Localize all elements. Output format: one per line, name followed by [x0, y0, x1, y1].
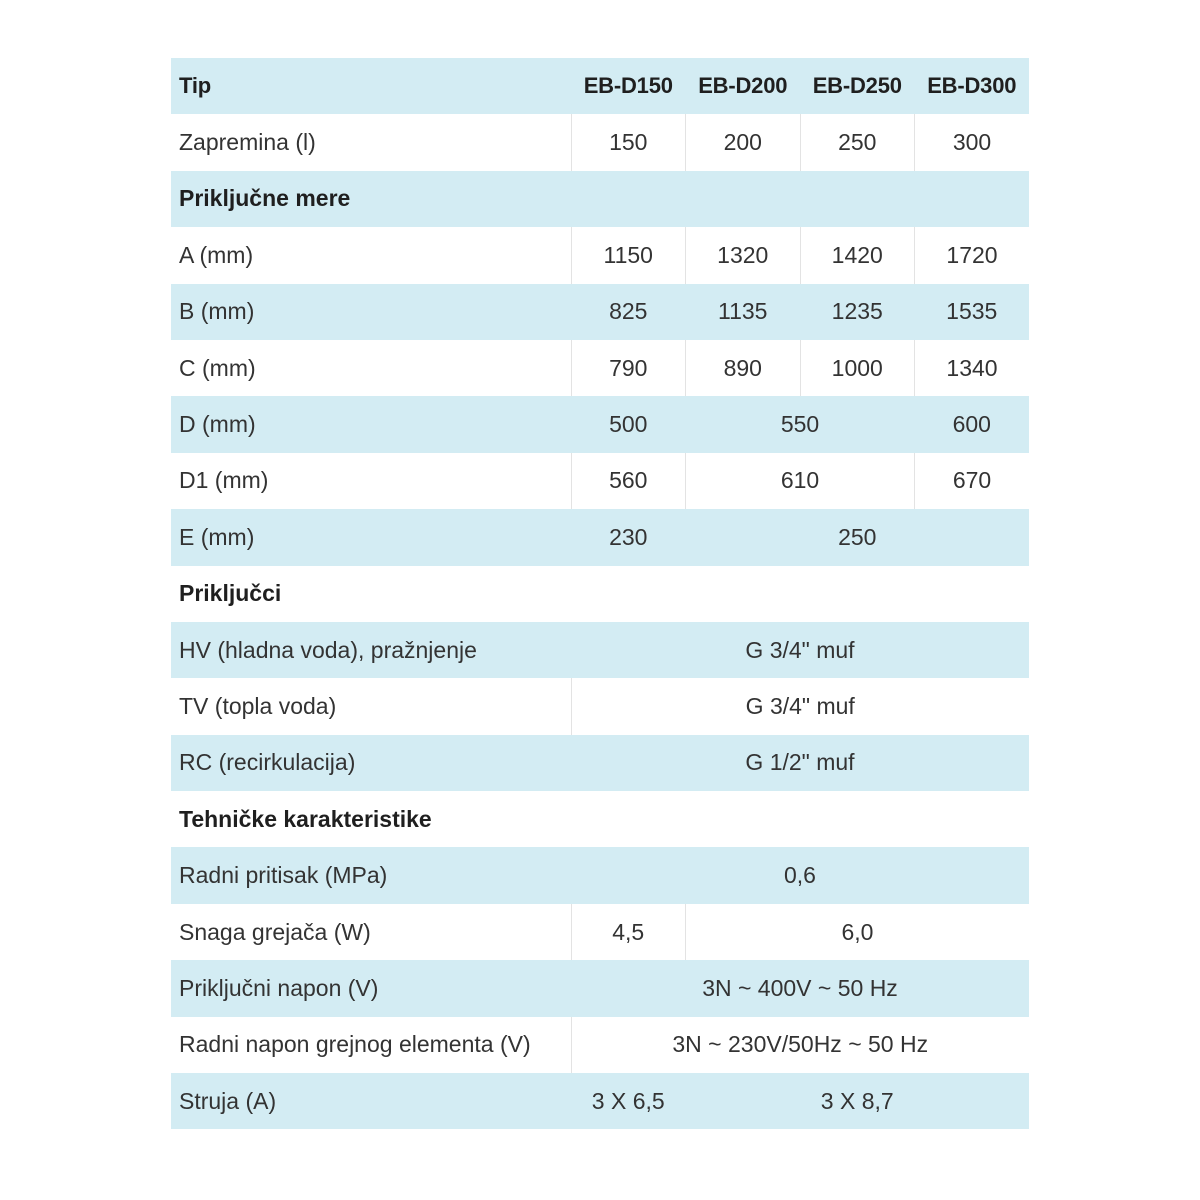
cell-value: 300: [915, 114, 1030, 170]
cell-value: 550: [686, 396, 915, 452]
row-label: TV (topla voda): [171, 678, 571, 734]
row-label: HV (hladna voda), pražnjenje: [171, 622, 571, 678]
row-label: A (mm): [171, 227, 571, 283]
table-row: [171, 396, 1029, 452]
spec-table-container: [171, 58, 1029, 1129]
cell-value: 6,0: [686, 904, 1030, 960]
table-row: [171, 114, 1029, 170]
header-model: EB-D150: [571, 58, 686, 114]
row-label: D1 (mm): [171, 453, 571, 509]
cell-value: 230: [571, 509, 686, 565]
row-label: E (mm): [171, 509, 571, 565]
table-row: [171, 904, 1029, 960]
section-title: Priključci: [171, 566, 1029, 622]
cell-value: G 3/4" muf: [571, 678, 1029, 734]
header-row: [171, 58, 1029, 114]
cell-value: 3 X 8,7: [686, 1073, 1030, 1129]
cell-value: 1135: [686, 284, 801, 340]
header-model: EB-D250: [800, 58, 915, 114]
cell-value: 1000: [800, 340, 915, 396]
cell-value: 0,6: [571, 847, 1029, 903]
table-row: [171, 735, 1029, 791]
section-title: Priključne mere: [171, 171, 1029, 227]
table-row: [171, 1073, 1029, 1129]
table-row: [171, 340, 1029, 396]
cell-value: 3N ~ 230V/50Hz ~ 50 Hz: [571, 1017, 1029, 1073]
table-row: [171, 847, 1029, 903]
row-label: Zapremina (l): [171, 114, 571, 170]
table-row: [171, 1017, 1029, 1073]
spec-table: [171, 58, 1029, 1129]
cell-value: 250: [686, 509, 1030, 565]
cell-value: 1720: [915, 227, 1030, 283]
cell-value: 1535: [915, 284, 1030, 340]
cell-value: 150: [571, 114, 686, 170]
section-title: Tehničke karakteristike: [171, 791, 1029, 847]
table-row: [171, 227, 1029, 283]
cell-value: G 3/4" muf: [571, 622, 1029, 678]
table-row: [171, 622, 1029, 678]
section-row: [171, 171, 1029, 227]
section-row: [171, 566, 1029, 622]
cell-value: 250: [800, 114, 915, 170]
cell-value: 4,5: [571, 904, 686, 960]
row-label: Struja (A): [171, 1073, 571, 1129]
header-label: Tip: [171, 58, 571, 114]
cell-value: 1340: [915, 340, 1030, 396]
header-model: EB-D200: [686, 58, 801, 114]
cell-value: 3 X 6,5: [571, 1073, 686, 1129]
row-label: B (mm): [171, 284, 571, 340]
cell-value: 600: [915, 396, 1030, 452]
cell-value: 1235: [800, 284, 915, 340]
cell-value: 1420: [800, 227, 915, 283]
row-label: RC (recirkulacija): [171, 735, 571, 791]
cell-value: 670: [915, 453, 1030, 509]
table-row: [171, 509, 1029, 565]
cell-value: 500: [571, 396, 686, 452]
cell-value: 3N ~ 400V ~ 50 Hz: [571, 960, 1029, 1016]
row-label: Radni pritisak (MPa): [171, 847, 571, 903]
cell-value: 560: [571, 453, 686, 509]
cell-value: 1320: [686, 227, 801, 283]
section-row: [171, 791, 1029, 847]
row-label: C (mm): [171, 340, 571, 396]
table-row: [171, 284, 1029, 340]
cell-value: 890: [686, 340, 801, 396]
row-label: Priključni napon (V): [171, 960, 571, 1016]
table-row: [171, 960, 1029, 1016]
cell-value: 825: [571, 284, 686, 340]
cell-value: G 1/2" muf: [571, 735, 1029, 791]
table-row: [171, 453, 1029, 509]
cell-value: 790: [571, 340, 686, 396]
row-label: Radni napon grejnog elementa (V): [171, 1017, 571, 1073]
row-label: D (mm): [171, 396, 571, 452]
cell-value: 1150: [571, 227, 686, 283]
cell-value: 200: [686, 114, 801, 170]
cell-value: 610: [686, 453, 915, 509]
table-row: [171, 678, 1029, 734]
row-label: Snaga grejača (W): [171, 904, 571, 960]
header-model: EB-D300: [915, 58, 1030, 114]
